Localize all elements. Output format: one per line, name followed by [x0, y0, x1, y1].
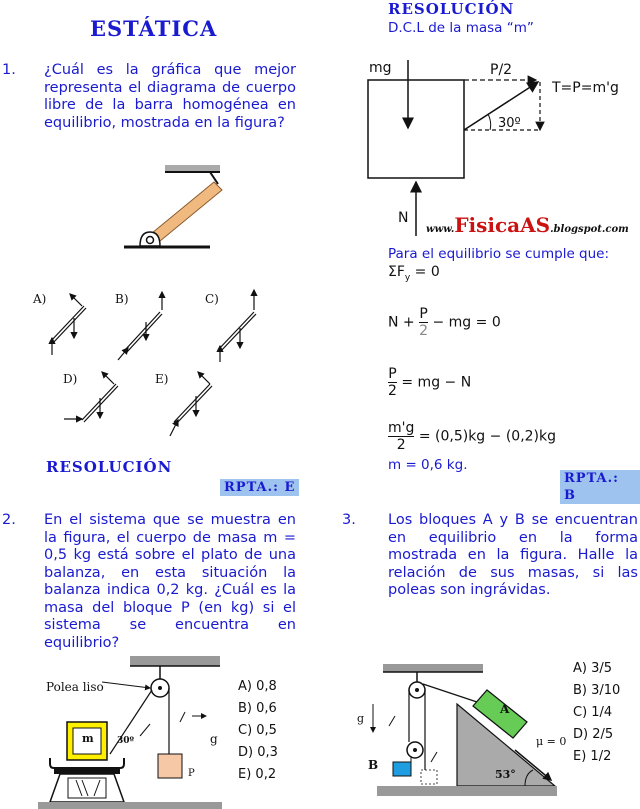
q1-option-b: B)	[115, 292, 129, 306]
eq2-left: N +	[388, 314, 420, 331]
fbd-label-angle: 30º	[498, 116, 521, 131]
q2-label-angle: 30º	[117, 736, 135, 746]
question-2-text: En el sistema que se muestra en la figura, el cuerpo de masa m = 0,5 kg está sobre el plato de una balanza, en esta situación la balanza indica 0,2 kg. ¿Cuál es la masa del bloque P (en kg) si el sistema se encuentra en equilibrio?	[44, 512, 296, 651]
question-3-number: 3.	[342, 512, 356, 528]
q3-label-mu: μ = 0	[536, 735, 567, 748]
q2-option: B) 0,6	[238, 701, 277, 716]
watermark-suffix: .blogspot.com	[550, 224, 629, 235]
q1-option-e: E)	[155, 372, 169, 386]
fbd-subtitle: D.C.L de la masa “m”	[388, 20, 534, 36]
question-3-text: Los bloques A y B se encuentran en equilibrio en la forma mostrada en la figura. Halle la relación de sus masas, si las poleas son ingrávidas.	[388, 512, 638, 598]
q3-option: A) 3/5	[573, 661, 613, 676]
question-1-text: ¿Cuál es la gráfica que mejor representa el diagrama de cuerpo libre de la barra homogénea en equilibrio, mostrada en la figura?	[44, 62, 296, 131]
eq2-right: − mg = 0	[428, 314, 501, 331]
equation-4	[388, 420, 556, 453]
q1-option-c: C)	[205, 292, 219, 306]
fbd-label-p2: P/2	[490, 62, 513, 78]
right-resolution-title: RESOLUCIÓN	[388, 0, 515, 18]
question-1-number: 1.	[2, 62, 16, 78]
q3-label-g: g	[357, 712, 365, 725]
eq4-num: m'g	[388, 420, 415, 436]
equation-3	[388, 366, 471, 399]
question-2-figure	[20, 652, 230, 809]
q2-option: D) 0,3	[238, 745, 278, 760]
eq2-num: P	[419, 306, 428, 322]
q2-option: E) 0,2	[238, 767, 277, 782]
q3-option: E) 1/2	[573, 749, 612, 764]
eq3-num: P	[388, 366, 397, 382]
fbd-label-n: N	[398, 210, 409, 226]
equation-1	[388, 264, 440, 283]
q1-option-d: D)	[63, 372, 78, 386]
question-2-number: 2.	[2, 512, 16, 528]
right-answer-badge: RPTA.: B	[560, 470, 640, 504]
question-3-figure	[355, 660, 565, 809]
q2-label-g: g	[210, 732, 218, 746]
q3-option: B) 3/10	[573, 683, 621, 698]
eq1-rhs: = 0	[410, 264, 440, 280]
q2-options	[238, 676, 278, 786]
eq1-sub: y	[404, 272, 411, 283]
left-answer-badge: RPTA.: E	[220, 479, 299, 496]
eq4-fraction	[388, 420, 414, 453]
eq1-sum: ΣF	[388, 264, 405, 280]
free-body-diagram	[360, 50, 560, 240]
q2-label-p: P	[188, 768, 195, 779]
q1-options-diagrams	[0, 280, 300, 450]
eq4-den: 2	[388, 436, 414, 453]
fbd-label-tension: T=P=m'g	[552, 80, 619, 96]
eq2-den: 2	[419, 323, 429, 339]
equilibrium-text: Para el equilibrio se cumple que:	[388, 246, 610, 262]
q3-options	[573, 658, 620, 768]
eq3-den: 2	[388, 383, 397, 399]
q1-option-a: A)	[33, 292, 47, 306]
eq3-fraction	[388, 366, 397, 399]
q2-option: C) 0,5	[238, 723, 277, 738]
q3-label-angle: 53°	[495, 768, 516, 781]
q3-option: D) 2/5	[573, 727, 614, 742]
fbd-label-mg: mg	[369, 60, 392, 76]
watermark-brand: FisicaAS	[454, 213, 551, 237]
q3-label-a: A	[500, 702, 510, 716]
q2-label-polea: Polea liso	[46, 680, 104, 694]
watermark-prefix: www.	[426, 224, 455, 235]
eq3-right: = mg − N	[396, 374, 472, 391]
q3-option: C) 1/4	[573, 705, 613, 720]
q3-label-b: B	[368, 758, 379, 772]
eq4-right: = (0,5)kg − (0,2)kg	[414, 428, 557, 445]
equation-2	[388, 306, 501, 339]
eq2-fraction	[419, 306, 428, 339]
q2-option: A) 0,8	[238, 679, 277, 694]
question-1-figure	[110, 160, 230, 260]
left-resolution-title: RESOLUCIÓN	[46, 458, 173, 476]
watermark	[426, 213, 629, 237]
result: m = 0,6 kg.	[388, 457, 468, 473]
q2-label-m: m	[82, 732, 94, 745]
page-title: ESTÁTICA	[90, 16, 218, 41]
